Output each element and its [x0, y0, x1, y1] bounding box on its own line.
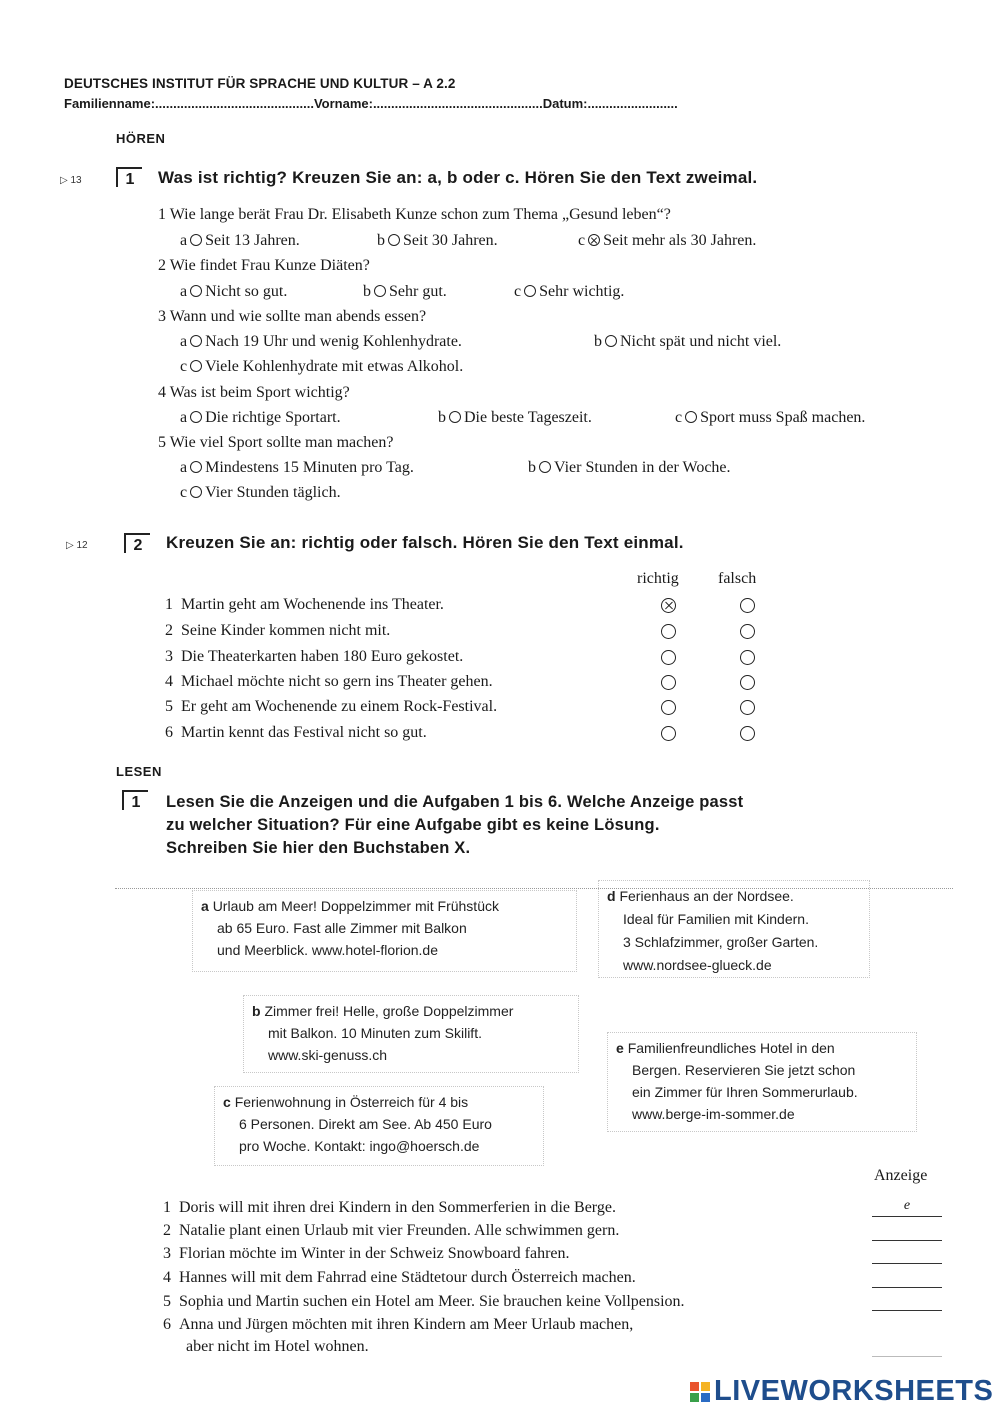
richtig-2[interactable]	[661, 624, 676, 639]
option-letter: b	[438, 409, 446, 426]
track-12-label: ▷ 12	[66, 540, 88, 551]
ad-text: 3 Schlafzimmer, großer Garten.	[623, 934, 819, 950]
option-text: Sehr wichtig.	[539, 283, 625, 300]
falsch-2[interactable]	[740, 624, 755, 639]
radio-circle[interactable]	[539, 461, 551, 473]
q3-option-b[interactable]	[594, 333, 781, 351]
falsch-4[interactable]	[740, 675, 755, 690]
task-number-1: 1	[116, 167, 142, 187]
reading-task-3	[163, 1245, 570, 1263]
ad-letter: e	[616, 1040, 624, 1056]
item-text: Die Theaterkarten haben 180 Euro gekostet.	[181, 648, 464, 665]
item-text: Seine Kinder kommen nicht mit.	[181, 622, 391, 639]
tf-item-3	[165, 648, 463, 666]
option-letter: c	[675, 409, 683, 426]
radio-circle[interactable]	[190, 411, 202, 423]
option-letter: a	[180, 283, 188, 300]
ad-text: mit Balkon. 10 Minuten zum Skilift.	[268, 1025, 482, 1041]
ad-text: Urlaub am Meer! Doppelzimmer mit Frühstück	[212, 898, 499, 914]
item-number: 6	[165, 724, 173, 741]
liveworksheets-logo	[690, 1375, 993, 1408]
option-letter: b	[377, 232, 385, 249]
option-text: Vier Stunden täglich.	[205, 484, 341, 501]
falsch-6[interactable]	[740, 726, 755, 741]
answer-field-4[interactable]	[872, 1287, 942, 1288]
q3-option-c[interactable]	[180, 358, 463, 376]
q4-option-b[interactable]	[438, 409, 592, 427]
brand-text: LIVEWORKSHEETS	[714, 1375, 994, 1407]
option-letter: c	[180, 484, 188, 501]
reading-task-5	[163, 1293, 685, 1311]
task-text: Hannes will mit dem Fahrrad eine Städtetour durch Österreich machen.	[179, 1269, 636, 1286]
task-number: 1	[163, 1199, 171, 1216]
anzeige-column-label: Anzeige	[874, 1167, 928, 1184]
task-number-2: 2	[124, 533, 150, 553]
lesen-instruction-line-3: Schreiben Sie hier den Buchstaben X.	[166, 839, 471, 857]
section-lesen: LESEN	[116, 764, 162, 779]
q5-option-c[interactable]	[180, 484, 341, 502]
falsch-3[interactable]	[740, 650, 755, 665]
q2-option-c[interactable]	[514, 283, 624, 301]
richtig-1-checked[interactable]	[661, 598, 676, 613]
option-text: Die richtige Sportart.	[205, 409, 341, 426]
option-letter: c	[578, 232, 586, 249]
option-letter: b	[594, 333, 602, 350]
radio-circle[interactable]	[190, 461, 202, 473]
ad-text: Ferienwohnung in Österreich für 4 bis	[234, 1094, 469, 1110]
question-2: 2 Wie findet Frau Kunze Diäten?	[158, 257, 370, 274]
option-letter: a	[180, 333, 188, 350]
item-text: Er geht am Wochenende zu einem Rock-Festival.	[181, 698, 498, 715]
task-text: Sophia und Martin suchen ein Hotel am Meer. Sie brauchen keine Vollpension.	[179, 1293, 685, 1310]
ad-text: und Meerblick. www.hotel-florion.de	[217, 942, 438, 958]
option-text: Sehr gut.	[389, 283, 447, 300]
ad-text: Ferienhaus an der Nordsee.	[619, 888, 794, 904]
question-5: 5 Wie viel Sport sollte man machen?	[158, 434, 394, 451]
reading-task-4	[163, 1269, 636, 1287]
item-text: Martin kennt das Festival nicht so gut.	[181, 724, 427, 741]
option-letter: a	[180, 409, 188, 426]
question-4: 4 Was ist beim Sport wichtig?	[158, 384, 350, 401]
richtig-3[interactable]	[661, 650, 676, 665]
answer-value: e	[903, 1198, 911, 1213]
ad-text: Ideal für Familien mit Kindern.	[623, 911, 809, 927]
task-text: Doris will mit ihren drei Kindern in den Sommerferien in die Berge.	[179, 1199, 616, 1216]
radio-circle[interactable]	[374, 285, 386, 297]
ad-c	[214, 1086, 544, 1166]
ad-d	[598, 880, 870, 978]
tf-item-2	[165, 622, 390, 640]
answer-field-2[interactable]	[872, 1240, 942, 1241]
radio-circle[interactable]	[388, 234, 400, 246]
q4-option-a[interactable]	[180, 409, 341, 427]
q4-option-c[interactable]	[675, 409, 865, 427]
item-number: 2	[165, 622, 173, 639]
lesen-task-number-1: 1	[122, 790, 148, 810]
task-text: Anna und Jürgen möchten mit ihren Kindern am Meer Urlaub machen,	[179, 1316, 634, 1333]
item-number: 4	[165, 673, 173, 690]
radio-circle[interactable]	[190, 335, 202, 347]
track-13-label: ▷ 13	[60, 175, 82, 186]
q5-option-a[interactable]	[180, 459, 414, 477]
q2-option-b[interactable]	[363, 283, 447, 301]
worksheet-title: DEUTSCHES INSTITUT FÜR SPRACHE UND KULTUR – A 2.2	[64, 76, 456, 91]
task1-instruction: Was ist richtig? Kreuzen Sie an: a, b oder c. Hören Sie den Text zweimal.	[158, 168, 758, 187]
question-3: 3 Wann und wie sollte man abends essen?	[158, 308, 427, 325]
option-text: Seit 13 Jahren.	[205, 232, 300, 249]
radio-circle[interactable]	[605, 335, 617, 347]
tf-item-5	[165, 698, 497, 716]
reading-task-2	[163, 1222, 619, 1240]
ad-text: pro Woche. Kontakt: ingo@hoersch.de	[239, 1138, 480, 1154]
answer-field-5[interactable]	[872, 1310, 942, 1311]
answer-field-6[interactable]	[872, 1356, 942, 1357]
tf-item-1	[165, 596, 444, 614]
column-falsch: falsch	[718, 570, 757, 587]
richtig-4[interactable]	[661, 675, 676, 690]
reading-task-1	[163, 1199, 616, 1217]
ad-text: 6 Personen. Direkt am See. Ab 450 Euro	[239, 1116, 492, 1132]
ad-e	[607, 1032, 917, 1132]
ad-text: www.ski-genuss.ch	[268, 1047, 388, 1063]
option-text: Vier Stunden in der Woche.	[554, 459, 731, 476]
option-text: Nach 19 Uhr und wenig Kohlenhydrate.	[205, 333, 462, 350]
option-letter: c	[514, 283, 522, 300]
task-number: 2	[163, 1222, 171, 1239]
option-text: Seit mehr als 30 Jahren.	[603, 232, 757, 249]
ad-text: www.nordsee-glueck.de	[623, 957, 772, 973]
option-letter: b	[363, 283, 371, 300]
logo-grid-icon	[690, 1382, 710, 1402]
answer-line-1	[872, 1216, 942, 1217]
radio-circle[interactable]	[190, 285, 202, 297]
ad-letter: d	[607, 888, 616, 904]
question-1: 1 Wie lange berät Frau Dr. Elisabeth Kunze schon zum Thema „Gesund leben“?	[158, 206, 671, 223]
option-text: Seit 30 Jahren.	[403, 232, 498, 249]
answer-field-1[interactable]	[872, 1198, 942, 1218]
ad-letter: c	[223, 1094, 231, 1110]
ad-text: www.berge-im-sommer.de	[632, 1106, 795, 1122]
q5-option-b[interactable]	[528, 459, 731, 477]
radio-circle-checked[interactable]	[588, 234, 600, 246]
task-number: 4	[163, 1269, 171, 1286]
option-text: Viele Kohlenhydrate mit etwas Alkohol.	[205, 358, 464, 375]
ad-letter: b	[252, 1003, 261, 1019]
task-number: 5	[163, 1293, 171, 1310]
q1-option-a[interactable]	[180, 232, 300, 250]
option-text: Nicht so gut.	[205, 283, 288, 300]
answer-field-3[interactable]	[872, 1263, 942, 1264]
radio-circle[interactable]	[190, 360, 202, 372]
ad-letter: a	[201, 898, 209, 914]
reading-task-6-continued: aber nicht im Hotel wohnen.	[186, 1338, 369, 1355]
ad-a	[192, 890, 577, 972]
item-number: 3	[165, 648, 173, 665]
richtig-5[interactable]	[661, 700, 676, 715]
ad-text: Familienfreundliches Hotel in den	[627, 1040, 835, 1056]
task-text: Natalie plant einen Urlaub mit vier Freunden. Alle schwimmen gern.	[179, 1222, 620, 1239]
option-text: Die beste Tageszeit.	[464, 409, 592, 426]
radio-circle[interactable]	[685, 411, 697, 423]
reading-task-6	[163, 1316, 633, 1334]
option-letter: a	[180, 232, 188, 249]
name-date-line: Familienname:............................................Vorname:...............................................Datum:.........................	[64, 96, 678, 111]
radio-circle[interactable]	[190, 486, 202, 498]
lesen-instruction-line-2: zu welcher Situation? Für eine Aufgabe gibt es keine Lösung.	[166, 816, 660, 834]
option-letter: a	[180, 459, 188, 476]
q2-option-a[interactable]	[180, 283, 287, 301]
ad-text: ab 65 Euro. Fast alle Zimmer mit Balkon	[217, 920, 467, 936]
ad-text: Bergen. Reservieren Sie jetzt schon	[632, 1062, 856, 1078]
tf-item-6	[165, 724, 427, 742]
ad-b	[243, 995, 579, 1073]
q1-option-c[interactable]	[578, 232, 756, 250]
option-letter: c	[180, 358, 188, 375]
ad-text: ein Zimmer für Ihren Sommerurlaub.	[632, 1084, 858, 1100]
ad-text: Zimmer frei! Helle, große Doppelzimmer	[264, 1003, 514, 1019]
radio-circle[interactable]	[190, 234, 202, 246]
lesen-instruction-line-1: Lesen Sie die Anzeigen und die Aufgaben 1 bis 6. Welche Anzeige passt	[166, 793, 744, 811]
falsch-1[interactable]	[740, 598, 755, 613]
section-hoeren: HÖREN	[116, 131, 166, 146]
radio-circle[interactable]	[524, 285, 536, 297]
task-number: 6	[163, 1316, 171, 1333]
option-text: Sport muss Spaß machen.	[700, 409, 866, 426]
task-text: Florian möchte im Winter in der Schweiz Snowboard fahren.	[179, 1245, 570, 1262]
option-letter: b	[528, 459, 536, 476]
column-richtig: richtig	[637, 570, 679, 587]
item-number: 5	[165, 698, 173, 715]
item-number: 1	[165, 596, 173, 613]
q3-option-a[interactable]	[180, 333, 462, 351]
q1-option-b[interactable]	[377, 232, 498, 250]
option-text: Mindestens 15 Minuten pro Tag.	[205, 459, 414, 476]
item-text: Michael möchte nicht so gern ins Theater gehen.	[181, 673, 493, 690]
task-number: 3	[163, 1245, 171, 1262]
falsch-5[interactable]	[740, 700, 755, 715]
task2-instruction: Kreuzen Sie an: richtig oder falsch. Hören Sie den Text einmal.	[166, 533, 684, 552]
tf-item-4	[165, 673, 493, 691]
option-text: Nicht spät und nicht viel.	[620, 333, 782, 350]
radio-circle[interactable]	[449, 411, 461, 423]
richtig-6[interactable]	[661, 726, 676, 741]
item-text: Martin geht am Wochenende ins Theater.	[181, 596, 444, 613]
